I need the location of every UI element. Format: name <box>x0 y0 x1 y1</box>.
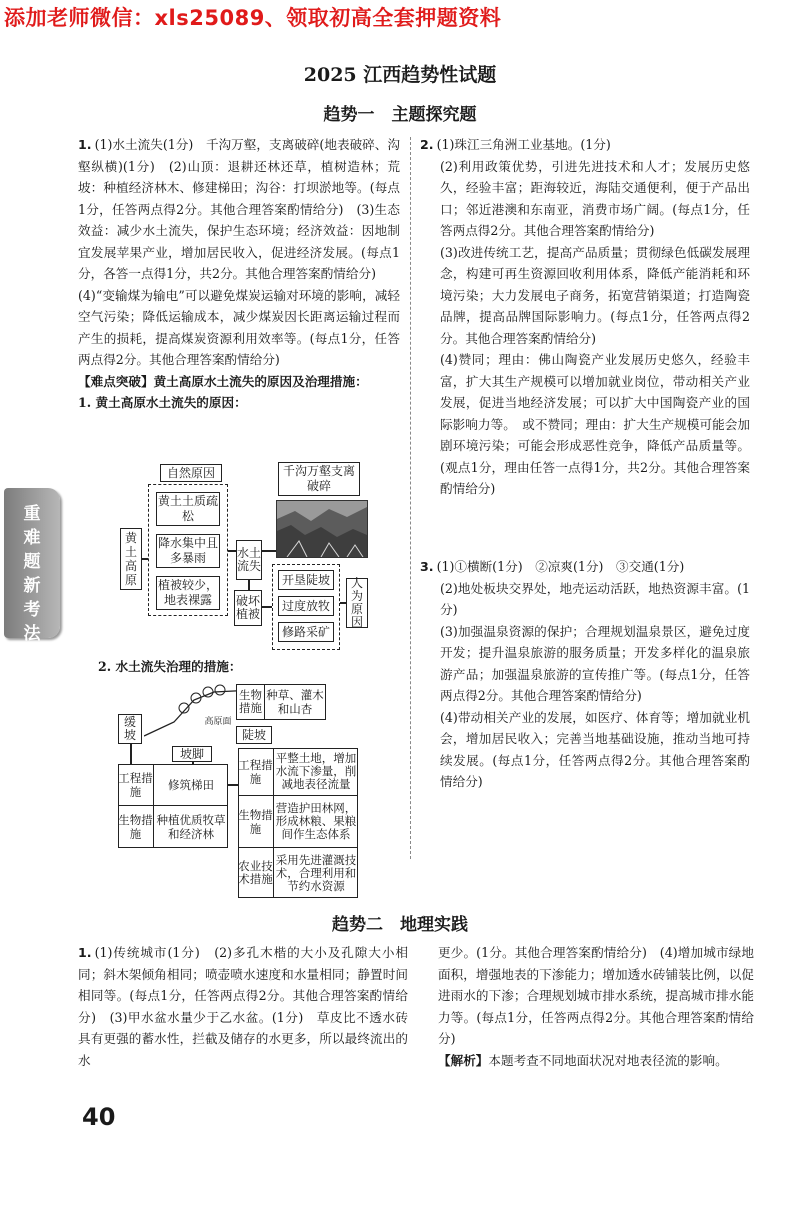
steep-slope-label: 陡坡 <box>236 726 272 744</box>
answer-paragraph: (4)带动相关产业的发展，如医疗、体育等；增加就业机会，增加居民收入；完善当地基础设施，推动当地可持续发展。(每点1分，任答两点得2分。其他合理答案酌情给分) <box>440 709 750 789</box>
answer-paragraph: (1)水土流失(1分) 千沟万壑，支离破碎(地表破碎、沟壑纵横)(1分) (2)山顶：退耕还林还草，植树造林；荒坡：种植经济林木、修建梯田；沟谷：打坝淤地等。(每点1分，任答两点得2分。其他合理答案酌情给分) (3)生态效益：减少水土流失，保护生态环境；经济效益：因地制宜发展苹果产业，增加居民收入，促进经济发展。(每点1分，各答一点得1分，共2分。其他合理答案酌情给分) <box>78 137 400 281</box>
bio-value-2: 种植优质牧草和经济林 <box>156 813 226 841</box>
engineering-label-2: 工程措施 <box>238 748 274 796</box>
answer-paragraph: (1)珠江三角洲工业基地。(1分) <box>436 137 611 152</box>
measures-diagram <box>118 678 408 900</box>
answer-paragraph: 更少。(1分。其他合理答案酌情给分) (4)增加城市绿地面积，增强地表的下渗能力；增加透水砖铺装比例，以促进雨水的下渗；合理规划城市排水系统，提高城市排水能力等。(每点1分，任答两点得2分。其他合理答案酌情给分) <box>438 945 754 1046</box>
agri-label: 农业技术措施 <box>238 848 274 898</box>
loess-gully-photo <box>276 500 368 558</box>
connector <box>340 602 346 604</box>
bio-value-3: 营造护田林网，形成林粮、果粮间作生态体系 <box>274 796 358 848</box>
agri-value: 采用先进灌溉技术，合理利用和节约水资源 <box>275 852 357 893</box>
connector <box>228 550 236 552</box>
connector <box>228 784 238 786</box>
connector <box>262 606 272 608</box>
destroy-vegetation-box: 破坏植被 <box>234 590 262 626</box>
answer-paragraph: (3)加强温泉资源的保护；合理规划温泉景区，避免过度开发；提升温泉旅游的服务质量；开发多样化的温泉旅游产品；加强温泉旅游的宣传推广等。(每点1分，任答两点得2分。其他合理答案酌情给分) <box>440 623 750 703</box>
bio-measure-label: 生物措施 <box>237 685 265 719</box>
question-number: 1. <box>78 945 92 960</box>
trend1-title: 趋势一 主题探究题 <box>323 105 477 125</box>
engineering-label-1: 工程措施 <box>118 764 154 806</box>
question-number: 2. <box>420 137 434 152</box>
trend2-question-1-left <box>78 942 408 1071</box>
connector <box>192 762 194 764</box>
connector <box>262 550 276 552</box>
watermark-text: 添加老师微信：xls25089、领取初高全套押题资料 <box>4 6 502 30</box>
subheading-measures: 2. 水土流失治理的措施： <box>98 659 242 674</box>
trend2-question-1-right <box>438 942 754 1071</box>
causes-diagram <box>118 462 408 652</box>
question-3 <box>420 556 750 793</box>
subheading-causes: 1. 黄土高原水土流失的原因： <box>78 395 247 410</box>
plateau-box: 黄土高原 <box>120 528 142 590</box>
connector <box>142 558 148 560</box>
answer-paragraph: (2)利用政策优势，引进先进技术和人才；发展历史悠久，经验丰富；距海较近，海陆交通便利，便于产品出口；邻近港澳和东南亚，消费市场广阔。(每点1分，任答两点得2分。其他合理答案酌情给分) <box>440 158 750 238</box>
answer-paragraph: (4)赞同；理由：佛山陶瓷产业发展历史悠久，经验丰富，扩大其生产规模可以增加就业岗位，带动相关产业发展，促进当地经济发展；可以扩大中国陶瓷产业的国际影响力等。 或不赞同；理由：扩大生产规模可能会加剧环境污染；可能会形成恶性竞争，降低产品质量等。(观点1分，理由任答一点得1分，共2分。其他合理答案酌情给分) <box>440 352 750 496</box>
answer-paragraph: (3)改进传统工艺，提高产品质量；贯彻绿色低碳发展理念，构建可再生资源回收利用体系，降低产能消耗和环境污染；大力发展电子商务，拓宽营销渠道；打造陶瓷品牌，提高品牌国际影响力。(每点1分，任答两点得2分。其他合理答案酌情给分) <box>440 244 750 346</box>
document-title: 2025 江西趋势性试题 <box>303 64 497 86</box>
gully-box: 千沟万壑支离破碎 <box>278 462 360 496</box>
column-divider <box>410 137 411 859</box>
bio-measure-box <box>236 684 326 720</box>
gentle-slope-label: 缓坡 <box>118 714 142 744</box>
question-1 <box>78 134 400 414</box>
vegetation-box: 植被较少，地表裸露 <box>156 576 220 610</box>
subheading-measures-wrap <box>98 656 398 678</box>
answer-paragraph: (1)①横断(1分) ②凉爽(1分) ③交通(1分) <box>436 559 685 574</box>
slope-box: 开垦陡坡 <box>278 570 334 590</box>
mine-box: 修路采矿 <box>278 622 334 642</box>
human-cause-label: 人为原因 <box>346 578 368 628</box>
natural-cause-label: 自然原因 <box>160 464 222 482</box>
page-number: 40 <box>82 1103 116 1131</box>
engineering-value-2: 平整土地，增加水流下渗量，削减地表径流量 <box>274 748 358 796</box>
side-tab <box>4 488 60 644</box>
side-tab-label: 重难题新考法 <box>23 504 41 644</box>
bio-label-2: 生物措施 <box>118 806 154 848</box>
analysis-label: 【解析】 <box>438 1052 489 1068</box>
engineering-value-1: 修筑梯田 <box>154 764 228 806</box>
plateau-surface-label: 高原面 <box>204 717 232 727</box>
bio-measure-value: 种草、灌木和山杏 <box>266 688 324 716</box>
trend2-title: 趋势二 地理实践 <box>332 915 468 935</box>
question-number: 1. <box>78 137 92 152</box>
analysis-text: 本题考查不同地面状况对地表径流的影响。 <box>488 1052 728 1068</box>
graze-box: 过度放牧 <box>278 596 334 616</box>
answer-paragraph: (4)“变输煤为输电”可以避免煤炭运输对环境的影响，减轻空气污染；降低运输成本，减少煤炭因长距离运输过程而产生的损耗，提高煤炭资源利用效率等。(每点1分，任答两点得2分。其他合理答案酌情给分) <box>78 287 400 367</box>
answer-paragraph: (1)传统城市(1分) (2)多孔木楷的大小及孔隙大小相同；斜木架倾角相同；喷壶喷水速度和水量相同；静置时间相同等。(每点1分，任答两点得2分。其他合理答案酌情给分) (3)甲水盆水量少于乙水盆。(1分) 草皮比不透水砖具有更强的蓄水性，拦截及储存的水更多，所以最终流出的水 <box>78 945 408 1068</box>
loess-box: 黄土土质疏松 <box>156 492 220 526</box>
connector <box>130 744 132 764</box>
bio-label-3: 生物措施 <box>238 796 274 848</box>
connector <box>248 580 250 590</box>
question-number: 3. <box>420 559 434 574</box>
answer-paragraph: (2)地处板块交界处，地壳运动活跃，地热资源丰富。(1分) <box>440 580 750 617</box>
slope-foot-label: 坡脚 <box>172 746 212 762</box>
soil-loss-box: 水土流失 <box>236 540 262 580</box>
rain-box: 降水集中且多暴雨 <box>156 534 220 568</box>
question-2 <box>420 134 750 500</box>
breakthrough-heading: 【难点突破】黄土高原水土流失的原因及治理措施： <box>78 373 368 389</box>
